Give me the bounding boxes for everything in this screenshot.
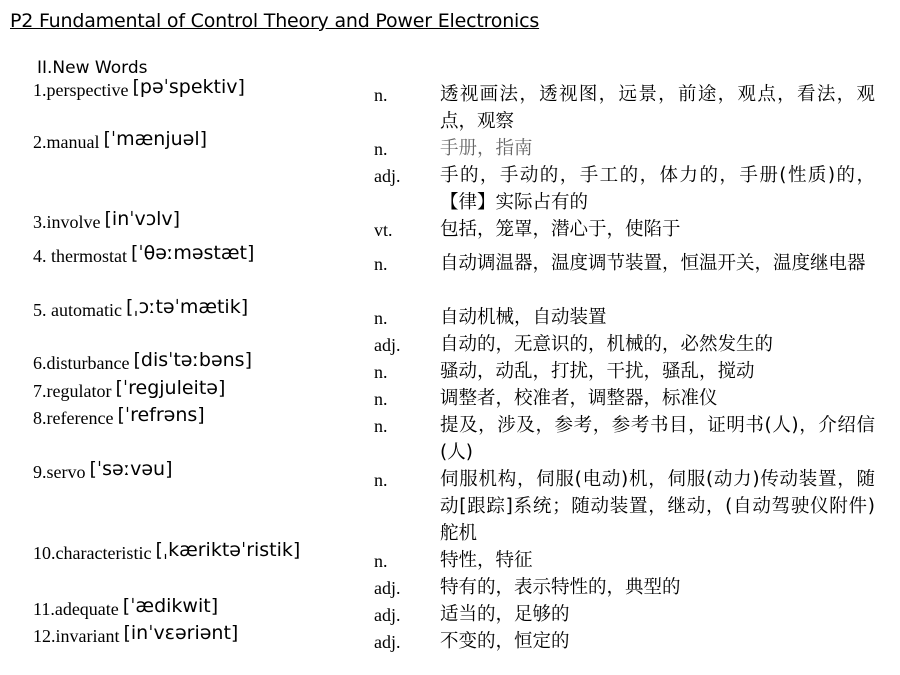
word-label: 7.regulator	[33, 381, 112, 401]
definition: 提及，涉及，参考，参考书目，证明书(人)，介绍信(人)	[440, 415, 875, 463]
definition: 透视画法，透视图，远景，前途，观点，看法，观点，观察	[440, 84, 875, 132]
definition: 调整者，校准者，调整器，标准仪	[440, 388, 718, 409]
word-entry	[33, 242, 254, 267]
part-of-speech: n.	[374, 254, 388, 274]
phonetic: [ˌkæriktəˈristik]	[155, 539, 301, 561]
word-label: 12.invariant	[33, 626, 120, 646]
word-entry	[33, 208, 180, 233]
part-of-speech: n.	[374, 362, 388, 382]
word-label: 3.involve	[33, 212, 101, 232]
definition: 特性，特征	[440, 550, 533, 571]
part-of-speech: n.	[374, 139, 388, 159]
phonetic: [ˈsəːvəu]	[89, 458, 173, 480]
word-entry	[33, 458, 173, 483]
part-of-speech: n.	[374, 470, 388, 490]
word-entry	[33, 76, 245, 101]
word-entry	[33, 622, 238, 647]
phonetic: [ˌɔːtəˈmætik]	[125, 296, 249, 318]
word-entry	[33, 377, 225, 402]
slide-title: P2 Fundamental of Control Theory and Power Electronics	[10, 10, 540, 32]
phonetic: [disˈtəːbəns]	[133, 349, 252, 371]
phonetic: [ˈrefrəns]	[117, 404, 205, 426]
definition: 自动调温器，温度调节装置，恒温开关，温度继电器	[440, 253, 866, 274]
part-of-speech: adj.	[374, 166, 401, 186]
definition: 自动机械，自动装置	[440, 307, 607, 328]
part-of-speech: adj.	[374, 632, 401, 652]
word-label: 9.servo	[33, 462, 86, 482]
definition: 适当的，足够的	[440, 604, 570, 625]
definition: 自动的，无意识的，机械的，必然发生的	[440, 334, 774, 355]
definition: 手的，手动的，手工的，体力的，手册(性质)的，【律】实际占有的	[440, 165, 875, 213]
word-entry	[33, 128, 207, 153]
part-of-speech: adj.	[374, 335, 401, 355]
word-label: 10.characteristic	[33, 543, 152, 563]
phonetic: [ˈædikwit]	[122, 595, 219, 617]
part-of-speech: vt.	[374, 220, 393, 240]
word-entry	[33, 539, 300, 564]
phonetic: [ˈθəːməstæt]	[130, 242, 255, 264]
part-of-speech: n.	[374, 85, 388, 105]
definition: 不变的，恒定的	[440, 631, 570, 652]
word-label: 8.reference	[33, 408, 114, 428]
definition: 包括，笼罩，潜心于，使陷于	[440, 219, 681, 240]
section-heading: II.New Words	[37, 58, 148, 78]
definition: 伺服机构，伺服(电动)机，伺服(动力)传动装置，随动[跟踪]系统；随动装置，继动，(自动驾驶仪附件)舵机	[440, 469, 875, 544]
part-of-speech: n.	[374, 389, 388, 409]
definition: 手册，指南	[440, 138, 533, 159]
word-label: 4. thermostat	[33, 246, 127, 266]
phonetic: [ˈregjuleitə]	[115, 377, 226, 399]
word-label: 2.manual	[33, 132, 100, 152]
word-entry	[33, 296, 248, 321]
word-entry	[33, 404, 205, 429]
phonetic: [ˈmænjuəl]	[103, 128, 208, 150]
phonetic: [inˈvɛəriənt]	[123, 622, 239, 644]
word-entry	[33, 595, 218, 620]
part-of-speech: n.	[374, 308, 388, 328]
phonetic: [pəˈspektiv]	[132, 76, 245, 98]
part-of-speech: n.	[374, 551, 388, 571]
part-of-speech: n.	[374, 416, 388, 436]
word-label: 11.adequate	[33, 599, 119, 619]
definition: 骚动，动乱，打扰，干扰，骚乱，搅动	[440, 361, 755, 382]
part-of-speech: adj.	[374, 578, 401, 598]
phonetic: [inˈvɔlv]	[104, 208, 181, 230]
word-label: 5. automatic	[33, 300, 122, 320]
word-label: 6.disturbance	[33, 353, 130, 373]
word-label: 1.perspective	[33, 80, 129, 100]
definition: 特有的，表示特性的，典型的	[440, 577, 681, 598]
word-entry	[33, 349, 252, 374]
part-of-speech: adj.	[374, 605, 401, 625]
